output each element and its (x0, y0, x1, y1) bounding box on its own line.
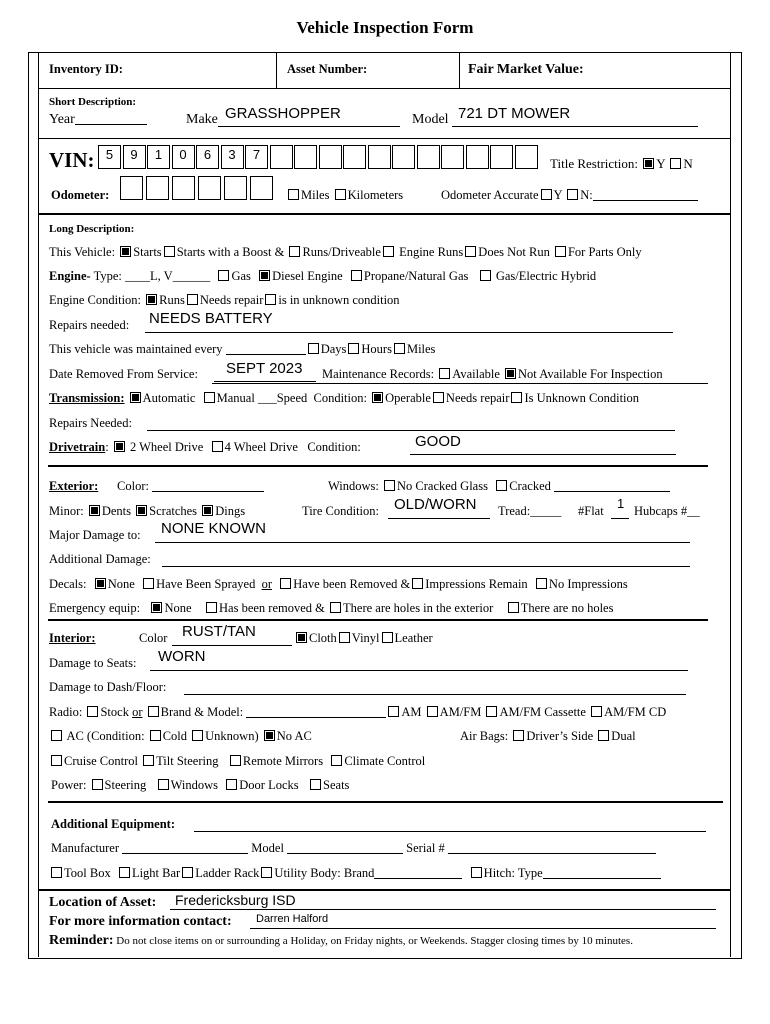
year-field[interactable]: Year (49, 112, 147, 128)
date-removed-value: SEPT 2023 (226, 360, 303, 377)
records-not-available-checkbox[interactable] (505, 368, 516, 379)
short-desc-label: Short Description: (49, 96, 137, 108)
automatic-checkbox[interactable] (130, 392, 141, 403)
damage-seats-field[interactable] (150, 658, 688, 671)
repairs-needed2-label: Repairs Needed: (49, 416, 132, 430)
for-parts-checkbox[interactable] (555, 246, 566, 257)
manual-checkbox[interactable] (204, 392, 215, 403)
odometer-digit-box[interactable] (250, 176, 273, 200)
dings-checkbox[interactable] (202, 505, 213, 516)
fair-market-label: Fair Market Value: (468, 62, 584, 77)
odometer-digit-box[interactable] (146, 176, 169, 200)
repairs-needed2-field[interactable] (147, 418, 675, 431)
vin-char-box[interactable]: 0 (172, 145, 195, 169)
two-wd-checkbox[interactable] (114, 441, 125, 452)
flat-label: #Flat (578, 504, 604, 518)
remote-mirrors-checkbox[interactable] (230, 755, 241, 766)
interior-color-value: RUST/TAN (182, 623, 256, 640)
interior-color-label: Color (139, 631, 168, 645)
tire-condition-value: OLD/WORN (394, 496, 477, 513)
maintained-row: This vehicle was maintained every Days Hours Miles (49, 342, 436, 356)
title-restriction-y-checkbox[interactable] (643, 158, 654, 169)
four-wd-checkbox[interactable] (212, 441, 223, 452)
vin-char-box[interactable] (270, 145, 293, 169)
vin-char-box[interactable]: 6 (196, 145, 219, 169)
equipment-row: Tool Box Light Bar Ladder Rack Utility Body: Brand Hitch: Type (49, 866, 661, 881)
date-removed-label: Date Removed From Service: (49, 367, 198, 381)
airbags-row: Air Bags: Driver’s Side Dual (460, 729, 636, 743)
starts-boost-checkbox[interactable] (164, 246, 175, 257)
cracked-checkbox[interactable] (496, 480, 507, 491)
ac-checkbox[interactable] (51, 730, 62, 741)
does-not-run-checkbox[interactable] (465, 246, 476, 257)
emergency-removed-checkbox[interactable] (206, 602, 217, 613)
ladder-rack-checkbox[interactable] (182, 867, 193, 878)
odometer-units: Miles Kilometers (286, 188, 403, 203)
operable-checkbox[interactable] (372, 392, 383, 403)
amfm-cassette-checkbox[interactable] (486, 706, 497, 717)
hubcaps-label: Hubcaps #__ (634, 504, 700, 518)
dents-checkbox[interactable] (89, 505, 100, 516)
vin-char-box[interactable] (368, 145, 391, 169)
vin-char-box[interactable] (319, 145, 342, 169)
drivetrain-row: Drivetrain: 2 Wheel Drive 4 Wheel Drive Condition: (49, 440, 361, 454)
vinyl-checkbox[interactable] (339, 632, 350, 643)
trans-unknown-checkbox[interactable] (511, 392, 522, 403)
power-door-locks-checkbox[interactable] (226, 779, 237, 790)
records-available-checkbox[interactable] (439, 368, 450, 379)
tool-box-checkbox[interactable] (51, 867, 62, 878)
vin-char-box[interactable]: 5 (98, 145, 121, 169)
frame-line-left (38, 52, 39, 957)
scratches-checkbox[interactable] (136, 505, 147, 516)
additional-equipment-field[interactable] (194, 819, 706, 832)
additional-equipment-label: Additional Equipment: (51, 817, 175, 831)
decals-removed-checkbox[interactable] (280, 578, 291, 589)
miles-checkbox[interactable] (288, 189, 299, 200)
odo-accurate-y-checkbox[interactable] (541, 189, 552, 200)
gas-checkbox[interactable] (218, 270, 229, 281)
ac-row: AC (Condition: Cold Unknown) No AC (49, 729, 312, 744)
vin-char-box[interactable] (441, 145, 464, 169)
title-restriction-n-checkbox[interactable] (670, 158, 681, 169)
damage-seats-value: WORN (158, 648, 206, 665)
hitch-checkbox[interactable] (471, 867, 482, 878)
engine-runs-cond-checkbox[interactable] (146, 294, 157, 305)
vin-char-box[interactable] (392, 145, 415, 169)
vin-char-box[interactable] (490, 145, 513, 169)
amfm-checkbox[interactable] (427, 706, 438, 717)
major-damage-value: NONE KNOWN (161, 520, 266, 537)
long-desc-label: Long Description: (49, 223, 135, 235)
model-label: Model (412, 112, 449, 127)
vin-char-box[interactable] (294, 145, 317, 169)
engine-row: Engine- Type: ____L, V______ Gas Diesel Engine Propane/Natural Gas Gas/Electric Hybrid (49, 269, 597, 283)
vin-label: VIN: (49, 148, 95, 172)
tread-label: Tread:_____ (498, 504, 562, 518)
odometer-digit-box[interactable] (172, 176, 195, 200)
model-value: 721 DT MOWER (458, 105, 571, 122)
light-bar-checkbox[interactable] (119, 867, 130, 878)
cloth-checkbox[interactable] (296, 632, 307, 643)
hybrid-checkbox[interactable] (480, 270, 491, 281)
odo-accurate-n-checkbox[interactable] (567, 189, 578, 200)
contact-value: Darren Halford (256, 913, 329, 925)
ac-cold-checkbox[interactable] (150, 730, 161, 741)
utility-body-checkbox[interactable] (261, 867, 272, 878)
this-vehicle-row: This Vehicle: Starts Starts with a Boost & Runs/Driveable Engine Runs Does Not Run For Parts Only (49, 245, 642, 259)
additional-damage-field[interactable] (162, 554, 690, 567)
location-value: Fredericksburg ISD (175, 892, 296, 908)
vin-char-box[interactable]: 1 (147, 145, 170, 169)
propane-checkbox[interactable] (351, 270, 362, 281)
am-checkbox[interactable] (388, 706, 399, 717)
odometer-digit-box[interactable] (198, 176, 221, 200)
vin-char-box[interactable] (343, 145, 366, 169)
upholstery-row: Cloth Vinyl Leather (294, 631, 433, 646)
inventory-id-label: Inventory ID: (49, 62, 123, 76)
miles-maint-checkbox[interactable] (394, 343, 405, 354)
damage-seats-label: Damage to Seats: (49, 656, 137, 670)
leather-checkbox[interactable] (382, 632, 393, 643)
no-ac-checkbox[interactable] (264, 730, 275, 741)
starts-checkbox[interactable] (120, 246, 131, 257)
options-row: Cruise Control Tilt Steering Remote Mirrors Climate Control (49, 754, 425, 769)
odometer-digit-box[interactable] (224, 176, 247, 200)
vin-char-box[interactable]: 9 (123, 145, 146, 169)
days-checkbox[interactable] (308, 343, 319, 354)
repairs-needed-label: Repairs needed: (49, 318, 130, 332)
windows-row: Windows: No Cracked Glass Cracked (328, 479, 670, 494)
minor-row: Minor: Dents Scratches Dings (49, 504, 246, 518)
tilt-checkbox[interactable] (143, 755, 154, 766)
asset-number-label: Asset Number: (287, 62, 368, 76)
odometer-digit-box[interactable] (120, 176, 143, 200)
diesel-checkbox[interactable] (259, 270, 270, 281)
repairs-needed-value: NEEDS BATTERY (149, 310, 273, 327)
odometer-accurate: Odometer Accurate Y N: (441, 188, 698, 203)
exterior-row: Exterior: Color: (49, 479, 264, 494)
manufacturer-row: Manufacturer Model Serial # (51, 841, 656, 856)
engine-needs-repair-checkbox[interactable] (187, 294, 198, 305)
trans-needs-repair-checkbox[interactable] (433, 392, 444, 403)
hours-checkbox[interactable] (348, 343, 359, 354)
amfm-cd-checkbox[interactable] (591, 706, 602, 717)
drivers-side-checkbox[interactable] (513, 730, 524, 741)
climate-checkbox[interactable] (331, 755, 342, 766)
no-holes-checkbox[interactable] (508, 602, 519, 613)
drive-condition-value: GOOD (415, 433, 461, 450)
radio-stock-checkbox[interactable] (87, 706, 98, 717)
form-title: Vehicle Inspection Form (296, 18, 474, 37)
decals-none-checkbox[interactable] (95, 578, 106, 589)
make-value: GRASSHOPPER (225, 105, 341, 122)
interior-label: Interior: (49, 631, 96, 645)
runs-driveable-checkbox[interactable] (289, 246, 300, 257)
emergency-none-checkbox[interactable] (151, 602, 162, 613)
engine-runs-checkbox[interactable] (383, 246, 394, 257)
power-windows-checkbox[interactable] (158, 779, 169, 790)
engine-unknown-checkbox[interactable] (265, 294, 276, 305)
flat-value: 1 (617, 496, 625, 511)
sprayed-checkbox[interactable] (143, 578, 154, 589)
make-label: Make (186, 112, 218, 127)
reminder: Reminder: Do not close items on or surrounding a Holiday, on Friday nights, or Weekends. Stagger closing times by 10 minutes. (49, 933, 633, 948)
damage-dash-label: Damage to Dash/Floor: (49, 680, 167, 694)
contact-label: For more information contact: (49, 914, 232, 929)
tire-condition-label: Tire Condition: (302, 504, 379, 518)
vin-char-box[interactable] (417, 145, 440, 169)
vin-char-box[interactable]: 7 (245, 145, 268, 169)
maintenance-records-row: Maintenance Records: Available Not Available For Inspection (322, 367, 663, 381)
kilometers-checkbox[interactable] (335, 189, 346, 200)
vin-char-box[interactable] (515, 145, 538, 169)
emergency-row: Emergency equip: None Has been removed & There are holes in the exterior There are no holes (49, 601, 614, 615)
odometer-label: Odometer: (51, 188, 110, 202)
power-row: Power: Steering Windows Door Locks Seats (51, 778, 350, 792)
ac-unknown-checkbox[interactable] (192, 730, 203, 741)
damage-dash-field[interactable] (184, 682, 686, 695)
engine-condition-row: Engine Condition: Runs Needs repair is in unknown condition (49, 293, 400, 307)
vin-char-box[interactable] (466, 145, 489, 169)
title-restriction: Title Restriction: Y N (550, 156, 693, 171)
frame-line-right (730, 52, 731, 957)
no-cracked-checkbox[interactable] (384, 480, 395, 491)
transmission-row: Transmission: Automatic Manual ___Speed Condition: Operable Needs repair Is Unknown Condition (49, 391, 640, 405)
vin-char-box[interactable]: 3 (221, 145, 244, 169)
decals-row: Decals: None Have Been Sprayed or Have been Removed & Impressions Remain No Impressions (49, 577, 628, 591)
power-steering-checkbox[interactable] (92, 779, 103, 790)
major-damage-label: Major Damage to: (49, 528, 141, 542)
radio-brand-checkbox[interactable] (148, 706, 159, 717)
no-impressions-checkbox[interactable] (536, 578, 547, 589)
impressions-remain-checkbox[interactable] (412, 578, 423, 589)
power-seats-checkbox[interactable] (310, 779, 321, 790)
additional-damage-label: Additional Damage: (49, 552, 151, 566)
cruise-checkbox[interactable] (51, 755, 62, 766)
location-label: Location of Asset: (49, 895, 157, 910)
holes-exterior-checkbox[interactable] (330, 602, 341, 613)
dual-checkbox[interactable] (598, 730, 609, 741)
radio-row: Radio: Stock or Brand & Model: AM AM/FM AM/FM Cassette AM/FM CD (49, 705, 667, 719)
